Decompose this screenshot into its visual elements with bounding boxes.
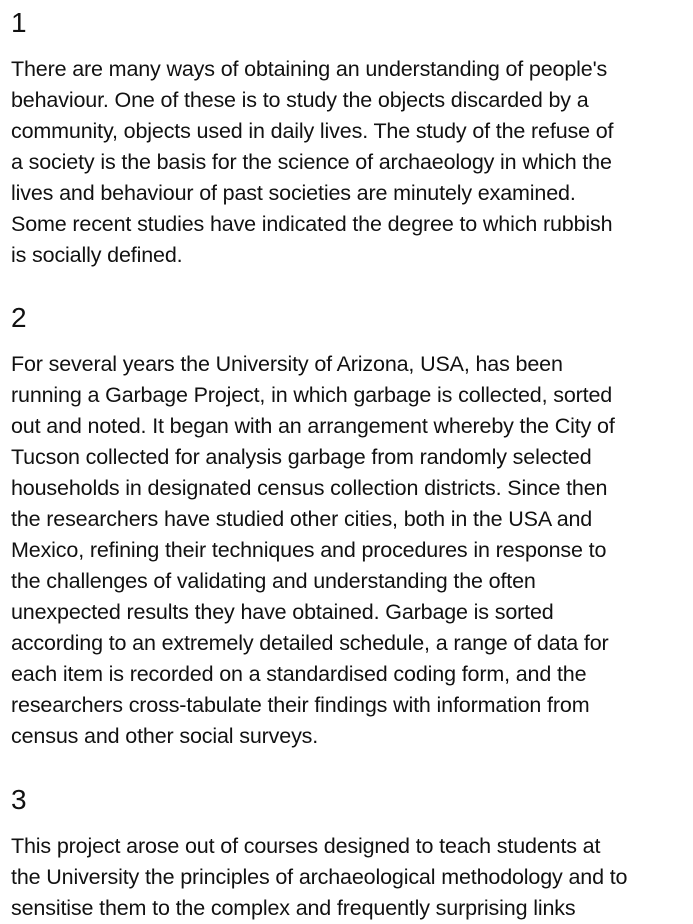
paragraph-line: census and other social surveys.	[11, 724, 319, 748]
paragraph-line: each item is recorded on a standardised coding form, and the	[11, 662, 587, 686]
section-number-2: 2	[11, 302, 27, 333]
paragraph-line: This project arose out of courses designed to teach students at	[11, 834, 601, 858]
paragraph-line: researchers cross-tabulate their findings with information from	[11, 693, 590, 717]
paragraph-2	[11, 349, 615, 752]
paragraph-line: There are many ways of obtaining an understanding of people's	[11, 57, 608, 81]
paragraph-line: according to an extremely detailed schedule, a range of data for	[11, 631, 609, 655]
paragraph-line: unexpected results they have obtained. Garbage is sorted	[11, 600, 554, 624]
paragraph-line: households in designated census collection districts. Since then	[11, 476, 608, 500]
paragraph-line: the challenges of validating and understanding the often	[11, 569, 536, 593]
section-number-3: 3	[11, 784, 27, 815]
paragraph-line: community, objects used in daily lives. The study of the refuse of	[11, 119, 614, 143]
paragraph-line: is socially defined.	[11, 243, 183, 267]
paragraph-line: sensitise them to the complex and frequently surprising links	[11, 896, 576, 920]
paragraph-3	[11, 831, 627, 924]
paragraph-line: behaviour. One of these is to study the objects discarded by a	[11, 88, 589, 112]
paragraph-line: running a Garbage Project, in which garbage is collected, sorted	[11, 383, 613, 407]
paragraph-1	[11, 54, 613, 271]
paragraph-line: the University the principles of archaeological methodology and to	[11, 865, 628, 889]
paragraph-line: Some recent studies have indicated the degree to which rubbish	[11, 212, 613, 236]
paragraph-line: Mexico, refining their techniques and procedures in response to	[11, 538, 607, 562]
section-number-1: 1	[11, 7, 27, 38]
paragraph-line: Tucson collected for analysis garbage from randomly selected	[11, 445, 592, 469]
paragraph-line: lives and behaviour of past societies are minutely examined.	[11, 181, 576, 205]
paragraph-line: out and noted. It began with an arrangement whereby the City of	[11, 414, 615, 438]
paragraph-line: For several years the University of Arizona, USA, has been	[11, 352, 563, 376]
paragraph-line: the researchers have studied other cities, both in the USA and	[11, 507, 593, 531]
paragraph-line: a society is the basis for the science of archaeology in which the	[11, 150, 612, 174]
